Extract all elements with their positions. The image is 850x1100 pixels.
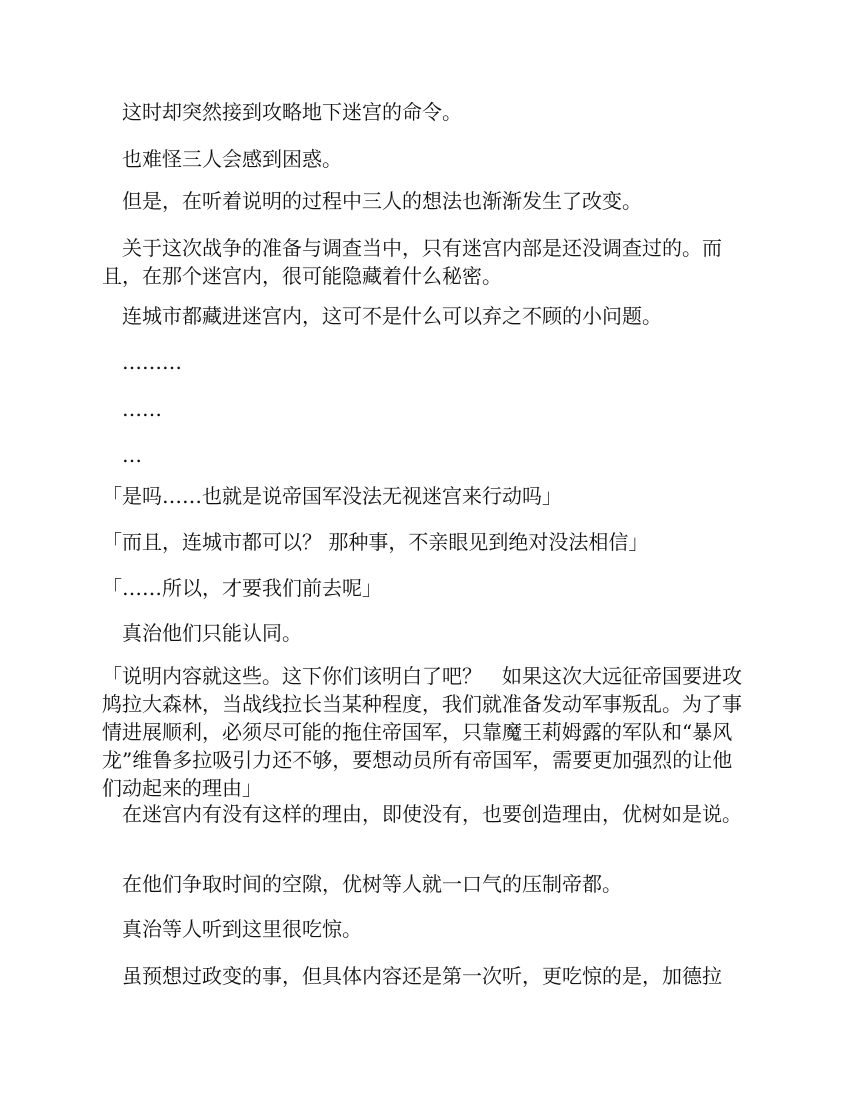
paragraph-2: 也难怪三人会感到困惑。 — [122, 147, 342, 171]
paragraph-16: 真治等人听到这里很吃惊。 — [122, 917, 362, 941]
paragraph-12: 真治他们只能认同。 — [122, 621, 302, 645]
paragraph-11: 「……所以，才要我们前去呢」 — [102, 576, 382, 600]
paragraph-17: 虽预想过政变的事，但具体内容还是第一次听，更吃惊的是，加德拉 — [122, 964, 722, 988]
paragraph-10: 「而且，连城市都可以？ 那种事，不亲眼见到绝对没法相信」 — [102, 530, 649, 554]
paragraph-4: 关于这次战争的准备与调查当中，只有迷宫内部是还没调查过的。而且，在那个迷宫内，很可能隐藏着什么秘密。 — [102, 236, 722, 288]
paragraph-13: 「说明内容就这些。这下你们该明白了吧？ 如果这次大远征帝国要进攻鸠拉大森林，当战线拉长当某种程度，我们就准备发动军事叛乱。为了事情进展顺利，必须尽可能的拖住帝国军，只靠魔王莉姆露的军队和“暴风龙”维鲁多拉吸引力还不够，要想动员所有帝国军，需要更加强烈的让他们动起来的理由」 — [102, 664, 742, 800]
paragraph-3: 但是，在听着说明的过程中三人的想法也渐渐发生了改变。 — [122, 189, 642, 213]
paragraph-6: ……… — [122, 350, 182, 374]
paragraph-7: …… — [122, 397, 162, 421]
paragraph-15: 在他们争取时间的空隙，优树等人就一口气的压制帝都。 — [122, 872, 622, 896]
paragraph-5: 连城市都藏进迷宫内，这可不是什么可以弃之不顾的小问题。 — [122, 304, 662, 328]
paragraph-1: 这时却突然接到攻略地下迷宫的命令。 — [122, 100, 462, 124]
paragraph-9: 「是吗……也就是说帝国军没法无视迷宫来行动吗」 — [102, 484, 562, 508]
paragraph-8: … — [122, 443, 142, 467]
paragraph-14: 在迷宫内有没有这样的理由，即使没有，也要创造理由，优树如是说。 — [122, 802, 742, 826]
